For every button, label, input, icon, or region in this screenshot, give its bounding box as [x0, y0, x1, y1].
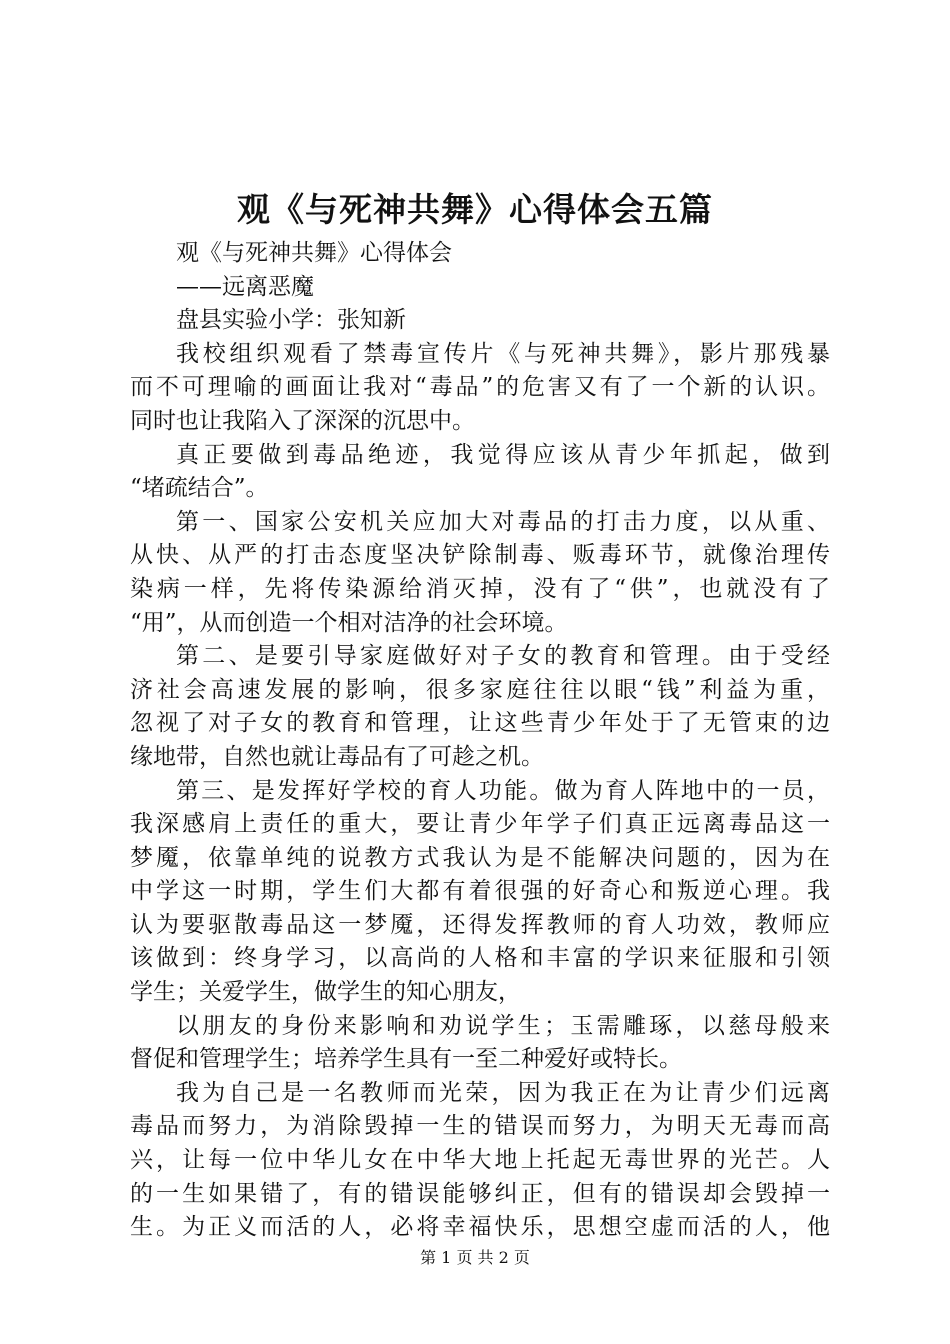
text-line: 第一、国家公安机关应加大对毒品的打击力度，以从重、: [176, 508, 830, 535]
text-line: 第三、是发挥好学校的育人功能。做为育人阵地中的一员，: [176, 777, 830, 804]
document-body: [130, 237, 830, 1245]
text-line: 兴，让每一位中华儿女在中华大地上托起无毒世界的光芒。人: [130, 1147, 830, 1174]
text-line: 观《与死神共舞》心得体会: [176, 240, 452, 266]
text-line: 中学这一时期，学生们大都有着很强的好奇心和叛逆心理。我: [130, 878, 830, 905]
text-line: 从快、从严的打击态度坚决铲除制毒、贩毒环节，就像治理传: [130, 542, 830, 569]
text-line: 督促和管理学生；培养学生具有一至二种爱好或特长。: [130, 1046, 682, 1073]
text-line: “用”，从而创造一个相对洁净的社会环境。: [130, 609, 568, 636]
text-line: 该做到：终身学习，以高尚的人格和丰富的学识来征服和引领: [130, 945, 830, 972]
text-line: 认为要驱散毒品这一梦魇，还得发挥教师的育人功效，教师应: [130, 911, 830, 938]
text-line: 真正要做到毒品绝迹，我觉得应该从青少年抓起，做到: [176, 441, 830, 468]
text-line: 梦魇，依靠单纯的说教方式我认为是不能解决问题的，因为在: [130, 844, 830, 871]
text-line: 而不可理喻的画面让我对“毒品”的危害又有了一个新的认识。: [130, 374, 830, 401]
text-line: 生。为正义而活的人，必将幸福快乐，思想空虚而活的人，他: [130, 1214, 830, 1241]
text-line: 毒品而努力，为消除毁掉一生的错误而努力，为明天无毒而高: [130, 1113, 830, 1140]
text-line: 染病一样，先将传染源给消灭掉，没有了“供”，也就没有了: [130, 575, 830, 602]
page-footer: 第 1 页 共 2 页: [420, 1248, 530, 1267]
text-line: 我校组织观看了禁毒宣传片《与死神共舞》，影片那残暴: [176, 340, 830, 367]
text-line: 第二、是要引导家庭做好对子女的教育和管理。由于受经: [176, 643, 830, 670]
text-line: 以朋友的身份来影响和劝说学生；玉需雕琢，以慈母般来: [176, 1012, 830, 1039]
text-line: ——远离恶魔: [176, 273, 314, 300]
text-line: 缘地带，自然也就让毒品有了可趁之机。: [130, 743, 544, 770]
text-line: 济社会高速发展的影响，很多家庭往往以眼“钱”利益为重，: [130, 676, 830, 703]
text-line: “堵疏结合”。: [130, 475, 269, 502]
text-line: 我深感肩上责任的重大，要让青少年学子们真正远离毒品这一: [130, 811, 830, 838]
document-title: 观《与死神共舞》心得体会五篇: [237, 190, 713, 229]
text-line: 忽视了对子女的教育和管理，让这些青少年处于了无管束的边: [130, 710, 830, 737]
text-line: 盘县实验小学：张知新: [176, 307, 406, 334]
text-line: 同时也让我陷入了深深的沉思中。: [130, 407, 475, 434]
text-line: 学生；关爱学生，做学生的知心朋友，: [130, 979, 521, 1006]
text-line: 的一生如果错了，有的错误能够纠正，但有的错误却会毁掉一: [130, 1180, 830, 1207]
text-line: 我为自己是一名教师而光荣，因为我正在为让青少们远离: [176, 1079, 830, 1106]
